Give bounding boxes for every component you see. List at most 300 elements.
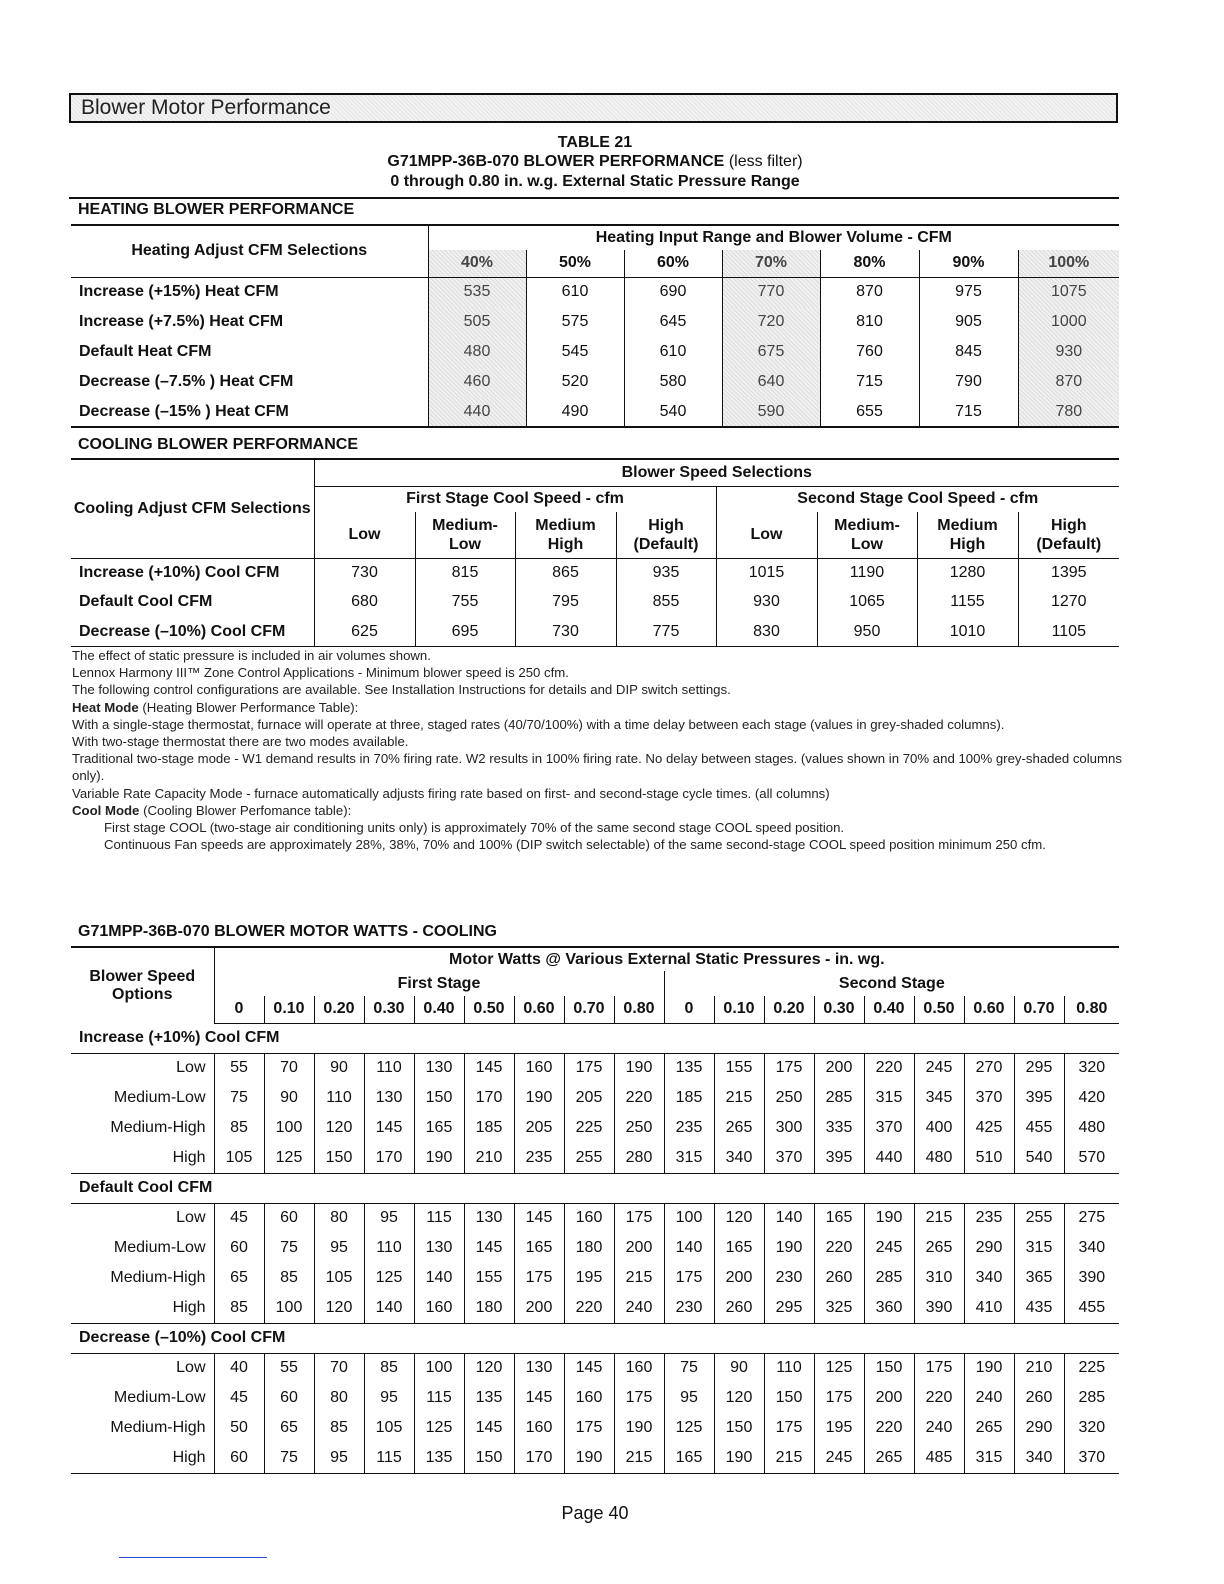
page-number: Page 40 xyxy=(561,1503,629,1523)
watts-cell: 300 xyxy=(764,1113,814,1143)
watts-cell: 245 xyxy=(814,1443,864,1473)
watts-cell: 75 xyxy=(264,1443,314,1473)
watts-cell: 210 xyxy=(464,1143,514,1173)
heating-cell: 575 xyxy=(526,307,624,337)
cooling-cell: 815 xyxy=(415,558,515,588)
watts-cell: 175 xyxy=(664,1263,714,1293)
watts-cell: 100 xyxy=(664,1203,714,1233)
watts-cell: 370 xyxy=(964,1083,1014,1113)
watts-group-label: Increase (+10%) Cool CFM xyxy=(79,1029,280,1046)
watts-cell: 145 xyxy=(564,1353,614,1383)
cooling-column-header: Low xyxy=(716,512,817,558)
watts-cell: 340 xyxy=(1064,1233,1119,1263)
watts-cell: 275 xyxy=(1064,1203,1119,1233)
watts-cell: 485 xyxy=(914,1443,964,1473)
watts-cell: 140 xyxy=(414,1263,464,1293)
cooling-cell: 1015 xyxy=(716,558,817,588)
cooling-second-stage-header: Second Stage Cool Speed - cfm xyxy=(716,486,1119,512)
note-line: With two-stage thermostat there are two modes available. xyxy=(72,734,409,750)
watts-group-row xyxy=(71,1023,1119,1053)
heating-cell: 780 xyxy=(1018,397,1119,427)
watts-cell: 260 xyxy=(814,1263,864,1293)
watts-speed-label: Medium-Low xyxy=(113,1089,206,1106)
cooling-cell: 625 xyxy=(314,617,415,647)
table-row xyxy=(71,1053,1119,1083)
watts-cell: 315 xyxy=(1014,1233,1064,1263)
cooling-cell: 1270 xyxy=(1018,588,1119,618)
heating-cell: 1000 xyxy=(1018,307,1119,337)
watts-table xyxy=(71,946,1119,1474)
watts-cell: 185 xyxy=(464,1113,514,1143)
table-row xyxy=(71,337,1119,367)
watts-cell: 95 xyxy=(664,1383,714,1413)
watts-cell: 145 xyxy=(464,1053,514,1083)
watts-cell: 440 xyxy=(864,1143,914,1173)
cooling-cell: 1280 xyxy=(917,558,1018,588)
watts-cell: 140 xyxy=(364,1293,414,1323)
watts-cell: 265 xyxy=(964,1413,1014,1443)
heating-cell: 720 xyxy=(722,307,820,337)
heating-cell: 905 xyxy=(919,307,1018,337)
watts-cell: 290 xyxy=(964,1233,1014,1263)
cooling-cell: 775 xyxy=(616,617,716,647)
watts-cell: 165 xyxy=(714,1233,764,1263)
watts-cell: 455 xyxy=(1064,1293,1119,1323)
watts-cell: 255 xyxy=(1014,1203,1064,1233)
note-line: Variable Rate Capacity Mode - furnace automatically adjusts firing rate based on first- and second-stage cycle times. (all columns) xyxy=(72,785,830,801)
watts-speed-label: Medium-Low xyxy=(113,1239,206,1256)
watts-cell: 190 xyxy=(964,1353,1014,1383)
table-row xyxy=(71,1083,1119,1113)
heating-column-header: 100% xyxy=(1018,250,1119,277)
watts-cell: 200 xyxy=(514,1293,564,1323)
watts-cell: 100 xyxy=(264,1293,314,1323)
notes xyxy=(72,647,1122,853)
watts-cell: 185 xyxy=(664,1083,714,1113)
watts-cell: 85 xyxy=(364,1353,414,1383)
watts-cell: 245 xyxy=(864,1233,914,1263)
heating-table xyxy=(71,224,1119,428)
watts-cell: 85 xyxy=(214,1293,264,1323)
heating-cell: 675 xyxy=(722,337,820,367)
watts-column-header: 0.70 xyxy=(1014,996,1064,1023)
watts-cell: 175 xyxy=(564,1053,614,1083)
watts-column-header: 0.30 xyxy=(814,996,864,1023)
cooling-column-header: Medium-Low xyxy=(817,512,917,558)
watts-speed-label: Low xyxy=(176,1059,206,1077)
watts-cell: 220 xyxy=(914,1383,964,1413)
cooling-column-header: Low xyxy=(314,512,415,558)
watts-speed-label: Medium-Low xyxy=(113,1389,206,1406)
watts-cell: 315 xyxy=(864,1083,914,1113)
cool-mode-label: Cool Mode xyxy=(72,802,140,818)
watts-cell: 130 xyxy=(414,1053,464,1083)
watts-cell: 180 xyxy=(464,1293,514,1323)
watts-cell: 145 xyxy=(514,1383,564,1413)
heating-cell: 715 xyxy=(919,397,1018,427)
watts-cell: 110 xyxy=(364,1233,414,1263)
watts-cell: 135 xyxy=(664,1053,714,1083)
cooling-cell: 855 xyxy=(616,588,716,618)
watts-cell: 45 xyxy=(214,1383,264,1413)
table-row xyxy=(71,558,1119,588)
heat-mode-ref: (Heating Blower Performance Table): xyxy=(142,699,359,715)
heating-cell: 540 xyxy=(624,397,722,427)
heating-cell: 655 xyxy=(820,397,919,427)
heating-cell: 645 xyxy=(624,307,722,337)
watts-cell: 260 xyxy=(714,1293,764,1323)
watts-cell: 145 xyxy=(364,1113,414,1143)
watts-cell: 150 xyxy=(864,1353,914,1383)
watts-cell: 190 xyxy=(414,1143,464,1173)
watts-cell: 175 xyxy=(514,1263,564,1293)
watts-cell: 260 xyxy=(1014,1383,1064,1413)
table-row xyxy=(71,1413,1119,1443)
heating-column-header: 70% xyxy=(722,250,820,277)
watts-cell: 290 xyxy=(1014,1413,1064,1443)
heating-column-header: 90% xyxy=(919,250,1018,277)
watts-cell: 110 xyxy=(764,1353,814,1383)
watts-cell: 510 xyxy=(964,1143,1014,1173)
watts-cell: 215 xyxy=(614,1263,664,1293)
watts-cell: 90 xyxy=(714,1353,764,1383)
note-line: Continuous Fan speeds are approximately 28%, 38%, 70% and 100% (DIP switch selectable) of the same second-stage COOL speed position minimum 250 cfm. xyxy=(104,837,1046,853)
watts-cell: 120 xyxy=(314,1113,364,1143)
table-row xyxy=(71,1113,1119,1143)
watts-cell: 295 xyxy=(764,1293,814,1323)
watts-cell: 390 xyxy=(1064,1263,1119,1293)
watts-cell: 265 xyxy=(714,1113,764,1143)
watts-cell: 90 xyxy=(264,1083,314,1113)
watts-cell: 190 xyxy=(564,1443,614,1473)
heating-group-header: Heating Input Range and Blower Volume - CFM xyxy=(428,225,1119,250)
watts-cell: 285 xyxy=(864,1263,914,1293)
watts-cell: 215 xyxy=(614,1443,664,1473)
watts-cell: 60 xyxy=(264,1383,314,1413)
watts-cell: 175 xyxy=(764,1413,814,1443)
cooling-row-label: Decrease (–10%) Cool CFM xyxy=(79,622,286,640)
watts-cell: 345 xyxy=(914,1083,964,1113)
watts-cell: 570 xyxy=(1064,1143,1119,1173)
watts-cell: 115 xyxy=(364,1443,414,1473)
table-row xyxy=(71,277,1119,307)
watts-cell: 360 xyxy=(864,1293,914,1323)
watts-cell: 395 xyxy=(1014,1083,1064,1113)
watts-cell: 165 xyxy=(414,1113,464,1143)
table-row xyxy=(71,617,1119,647)
watts-cell: 480 xyxy=(914,1143,964,1173)
watts-speed-label: Low xyxy=(176,1209,206,1227)
cooling-table xyxy=(71,458,1119,647)
watts-cell: 190 xyxy=(614,1413,664,1443)
watts-cell: 180 xyxy=(564,1233,614,1263)
watts-cell: 395 xyxy=(814,1143,864,1173)
watts-cell: 215 xyxy=(914,1203,964,1233)
watts-cell: 160 xyxy=(414,1293,464,1323)
watts-cell: 225 xyxy=(564,1113,614,1143)
watts-cell: 165 xyxy=(814,1203,864,1233)
watts-cell: 200 xyxy=(714,1263,764,1293)
watts-cell: 315 xyxy=(664,1143,714,1173)
watts-cell: 190 xyxy=(614,1053,664,1083)
section-banner xyxy=(69,93,1118,123)
watts-cell: 200 xyxy=(814,1053,864,1083)
heating-cell: 715 xyxy=(820,367,919,397)
cooling-row-label: Increase (+10%) Cool CFM xyxy=(79,564,280,581)
watts-cell: 150 xyxy=(764,1383,814,1413)
watts-cell: 200 xyxy=(864,1383,914,1413)
watts-cell: 230 xyxy=(664,1293,714,1323)
table-row xyxy=(71,1143,1119,1173)
watts-cell: 50 xyxy=(214,1413,264,1443)
watts-cell: 105 xyxy=(364,1413,414,1443)
watts-cell: 55 xyxy=(214,1053,264,1083)
watts-column-header: 0.60 xyxy=(964,996,1014,1023)
table-row xyxy=(71,397,1119,427)
watts-cell: 320 xyxy=(1064,1413,1119,1443)
watts-cell: 540 xyxy=(1014,1143,1064,1173)
watts-cell: 210 xyxy=(1014,1353,1064,1383)
watts-cell: 65 xyxy=(264,1413,314,1443)
watts-cell: 255 xyxy=(564,1143,614,1173)
watts-cell: 120 xyxy=(714,1203,764,1233)
watts-cell: 65 xyxy=(214,1263,264,1293)
watts-cell: 215 xyxy=(764,1443,814,1473)
watts-cell: 100 xyxy=(414,1353,464,1383)
watts-cell: 150 xyxy=(314,1143,364,1173)
table-label: TABLE 21 xyxy=(557,134,633,151)
heating-cell: 490 xyxy=(526,397,624,427)
watts-cell: 110 xyxy=(314,1083,364,1113)
heating-cell: 590 xyxy=(722,397,820,427)
watts-cell: 160 xyxy=(564,1203,614,1233)
watts-cell: 120 xyxy=(464,1353,514,1383)
table-row xyxy=(71,1293,1119,1323)
watts-cell: 160 xyxy=(514,1053,564,1083)
note-line: The following control configurations are available. See Installation Instructions for details and DIP switch settings. xyxy=(72,682,731,698)
watts-cell: 335 xyxy=(814,1113,864,1143)
watts-cell: 130 xyxy=(514,1353,564,1383)
watts-column-header: 0.20 xyxy=(764,996,814,1023)
heating-cell: 870 xyxy=(820,277,919,307)
heating-row-header: Heating Adjust CFM Selections xyxy=(71,225,428,277)
watts-cell: 125 xyxy=(414,1413,464,1443)
note-heat-mode xyxy=(72,699,1122,716)
note-line: With a single-stage thermostat, furnace will operate at three, staged rates (40/70/100%) with a time delay between each stage (values in grey-shaded columns). xyxy=(72,716,1005,732)
watts-cell: 95 xyxy=(314,1233,364,1263)
cooling-column-header: Medium High xyxy=(515,512,616,558)
section-banner-title: Blower Motor Performance xyxy=(81,96,331,119)
watts-speed-label: Medium-High xyxy=(110,1119,206,1136)
watts-speed-label: High xyxy=(172,1148,206,1166)
note-line: The effect of static pressure is included in air volumes shown. xyxy=(72,648,431,663)
watts-cell: 195 xyxy=(564,1263,614,1293)
watts-cell: 145 xyxy=(514,1203,564,1233)
note-line: Traditional two-stage mode - W1 demand results in 70% firing rate. W2 results in 100% firing rate. No delay between stages. (values shown in 70% and 100% grey-shaded columns only). xyxy=(72,751,1122,784)
watts-cell: 55 xyxy=(264,1353,314,1383)
watts-cell: 60 xyxy=(264,1203,314,1233)
watts-column-header: 0 xyxy=(664,996,714,1023)
cool-mode-ref: (Cooling Blower Perfomance table): xyxy=(143,802,352,818)
cooling-row-header: Cooling Adjust CFM Selections xyxy=(71,459,314,558)
watts-cell: 370 xyxy=(1064,1443,1119,1473)
watts-cell: 165 xyxy=(664,1443,714,1473)
watts-cell: 150 xyxy=(714,1413,764,1443)
heating-cell: 790 xyxy=(919,367,1018,397)
cooling-cell: 865 xyxy=(515,558,616,588)
watts-cell: 150 xyxy=(464,1443,514,1473)
note-line: Lennox Harmony III™ Zone Control Applications - Minimum blower speed is 250 cfm. xyxy=(72,665,569,681)
cooling-cell: 1155 xyxy=(917,588,1018,618)
cooling-cell: 1105 xyxy=(1018,617,1119,647)
table-model-title: G71MPP-36B-070 BLOWER PERFORMANCE xyxy=(387,153,725,170)
watts-cell: 160 xyxy=(614,1353,664,1383)
heating-cell: 520 xyxy=(526,367,624,397)
watts-cell: 220 xyxy=(864,1053,914,1083)
watts-cell: 40 xyxy=(214,1353,264,1383)
heating-cell: 770 xyxy=(722,277,820,307)
watts-cell: 190 xyxy=(514,1083,564,1113)
table-model-note: (less filter) xyxy=(728,153,803,170)
cooling-cell: 930 xyxy=(716,588,817,618)
watts-cell: 225 xyxy=(1064,1353,1119,1383)
watts-cell: 420 xyxy=(1064,1083,1119,1113)
watts-speed-label: Low xyxy=(176,1359,206,1377)
watts-cell: 235 xyxy=(964,1203,1014,1233)
watts-cell: 370 xyxy=(764,1143,814,1173)
cooling-cell: 1065 xyxy=(817,588,917,618)
watts-cell: 220 xyxy=(864,1413,914,1443)
watts-cell: 70 xyxy=(264,1053,314,1083)
watts-cell: 120 xyxy=(714,1383,764,1413)
watts-cell: 205 xyxy=(514,1113,564,1143)
cooling-cell: 1190 xyxy=(817,558,917,588)
watts-cell: 85 xyxy=(214,1113,264,1143)
watts-cell: 240 xyxy=(614,1293,664,1323)
watts-column-header: 0.10 xyxy=(714,996,764,1023)
heating-cell: 480 xyxy=(428,337,526,367)
watts-column-header: 0.50 xyxy=(914,996,964,1023)
heating-cell: 810 xyxy=(820,307,919,337)
watts-column-header: 0.40 xyxy=(864,996,914,1023)
watts-cell: 165 xyxy=(514,1233,564,1263)
watts-cell: 220 xyxy=(814,1233,864,1263)
table-row xyxy=(71,1443,1119,1473)
heating-column-header: 60% xyxy=(624,250,722,277)
watts-cell: 205 xyxy=(564,1083,614,1113)
watts-group-label: Default Cool CFM xyxy=(79,1179,213,1196)
watts-column-header: 0.10 xyxy=(264,996,314,1023)
watts-cell: 265 xyxy=(864,1443,914,1473)
watts-second-stage-header: Second Stage xyxy=(664,971,1119,996)
cooling-cell: 950 xyxy=(817,617,917,647)
watts-column-header: 0.80 xyxy=(1064,996,1119,1023)
cooling-cell: 935 xyxy=(616,558,716,588)
watts-row-header: Blower Speed Options xyxy=(89,968,196,1003)
watts-cell: 425 xyxy=(964,1113,1014,1143)
heating-cell: 690 xyxy=(624,277,722,307)
watts-cell: 235 xyxy=(664,1113,714,1143)
watts-speed-label: Medium-High xyxy=(110,1269,206,1286)
watts-cell: 280 xyxy=(614,1143,664,1173)
watts-cell: 370 xyxy=(864,1113,914,1143)
watts-cell: 115 xyxy=(414,1203,464,1233)
watts-cell: 175 xyxy=(564,1413,614,1443)
cooling-column-header: Medium-Low xyxy=(415,512,515,558)
watts-cell: 265 xyxy=(914,1233,964,1263)
heat-mode-label: Heat Mode xyxy=(72,699,139,715)
watts-cell: 320 xyxy=(1064,1053,1119,1083)
heating-cell: 760 xyxy=(820,337,919,367)
watts-cell: 175 xyxy=(614,1203,664,1233)
watts-cell: 160 xyxy=(564,1383,614,1413)
watts-cell: 235 xyxy=(514,1143,564,1173)
heating-cell: 580 xyxy=(624,367,722,397)
table-row xyxy=(71,307,1119,337)
watts-cell: 145 xyxy=(464,1413,514,1443)
table-row xyxy=(71,1233,1119,1263)
cooling-first-stage-header: First Stage Cool Speed - cfm xyxy=(314,486,716,512)
watts-cell: 70 xyxy=(314,1353,364,1383)
divider xyxy=(69,197,1119,199)
table-range: 0 through 0.80 in. w.g. External Static Pressure Range xyxy=(390,173,800,190)
cooling-cell: 795 xyxy=(515,588,616,618)
watts-cell: 60 xyxy=(214,1443,264,1473)
watts-cell: 175 xyxy=(914,1353,964,1383)
table-row xyxy=(71,1263,1119,1293)
heating-cell: 545 xyxy=(526,337,624,367)
watts-cell: 240 xyxy=(964,1383,1014,1413)
heating-cell: 1075 xyxy=(1018,277,1119,307)
watts-group-row xyxy=(71,1173,1119,1203)
watts-cell: 250 xyxy=(764,1083,814,1113)
watts-group-header: Motor Watts @ Various External Static Pressures - in. wg. xyxy=(214,947,1119,971)
watts-cell: 110 xyxy=(364,1053,414,1083)
cooling-column-header: High (Default) xyxy=(616,512,716,558)
watts-cell: 150 xyxy=(414,1083,464,1113)
watts-cell: 175 xyxy=(814,1383,864,1413)
watts-cell: 435 xyxy=(1014,1293,1064,1323)
heating-cell: 975 xyxy=(919,277,1018,307)
cooling-column-header: Medium High xyxy=(917,512,1018,558)
heating-cell: 440 xyxy=(428,397,526,427)
watts-cell: 170 xyxy=(364,1143,414,1173)
table-row xyxy=(71,1353,1119,1383)
watts-cell: 125 xyxy=(664,1413,714,1443)
heating-cell: 460 xyxy=(428,367,526,397)
watts-cell: 220 xyxy=(614,1083,664,1113)
heating-cell: 870 xyxy=(1018,367,1119,397)
watts-cell: 80 xyxy=(314,1203,364,1233)
table-title xyxy=(0,153,1190,171)
watts-column-header: 0.30 xyxy=(364,996,414,1023)
watts-cell: 190 xyxy=(764,1233,814,1263)
heating-column-header: 40% xyxy=(428,250,526,277)
watts-cell: 85 xyxy=(264,1263,314,1293)
watts-cell: 400 xyxy=(914,1113,964,1143)
cooling-cell: 730 xyxy=(515,617,616,647)
watts-column-header: 0.20 xyxy=(314,996,364,1023)
watts-cell: 95 xyxy=(364,1383,414,1413)
heating-row-label: Increase (+7.5%) Heat CFM xyxy=(79,313,284,330)
watts-cell: 120 xyxy=(314,1293,364,1323)
watts-cell: 105 xyxy=(314,1263,364,1293)
watts-cell: 95 xyxy=(364,1203,414,1233)
watts-group-label: Decrease (–10%) Cool CFM xyxy=(79,1329,286,1346)
watts-cell: 155 xyxy=(464,1263,514,1293)
watts-cell: 60 xyxy=(214,1233,264,1263)
cooling-column-header: High (Default) xyxy=(1018,512,1119,558)
